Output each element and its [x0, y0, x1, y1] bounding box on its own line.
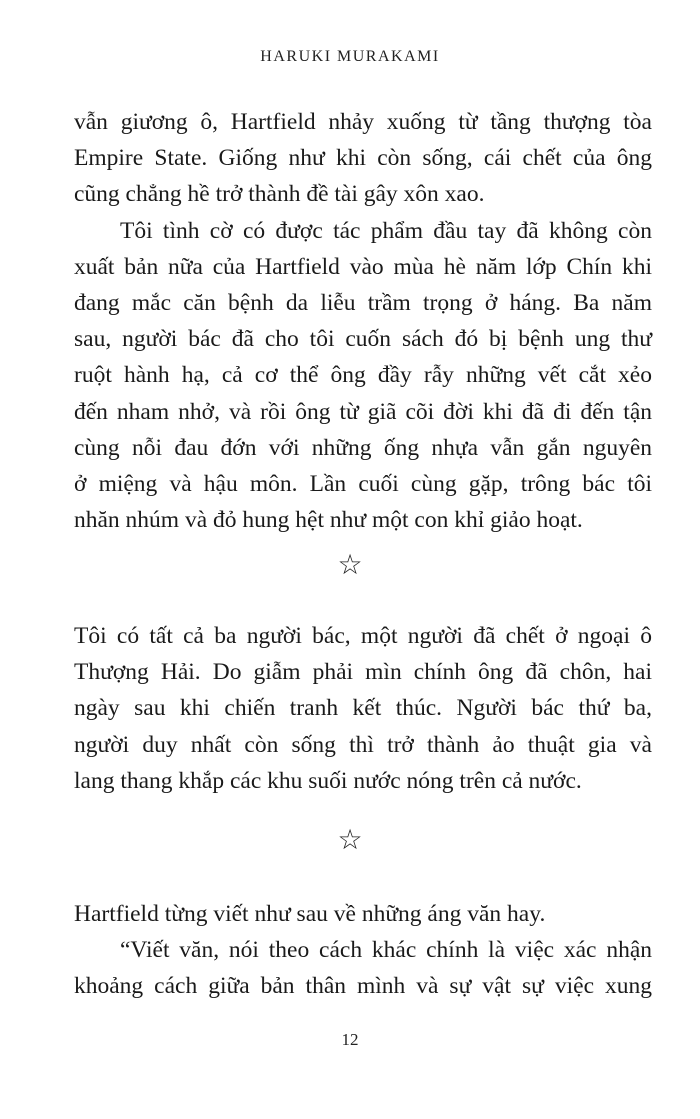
text-line: “Viết văn, nói theo cách khác chính là việc xác nhận: [120, 937, 652, 964]
text-line: Tôi có tất cả ba người bác, một người đã chết ở ngoại ô: [74, 623, 652, 649]
text-line: ngày sau khi chiến tranh kết thúc. Người bác thứ ba,: [74, 695, 652, 722]
text-line: cùng nỗi đau đớn với những ống nhựa vẫn gắn nguyên: [74, 434, 652, 461]
paragraph: [74, 618, 652, 799]
text-line: Tôi tình cờ có được tác phẩm đầu tay đã không còn: [120, 217, 652, 244]
star-divider-icon: ☆: [337, 825, 363, 856]
text-line: Hartfield từng viết như sau về những áng văn hay.: [74, 901, 546, 927]
text-section-1: [74, 104, 652, 538]
text-line: vẫn giương ô, Hartfield nhảy xuống từ tầng thượng tòa: [74, 109, 652, 135]
text-line: cũng chẳng hề trở thành đề tài gây xôn xao.: [74, 181, 485, 208]
star-divider-icon: ☆: [337, 550, 363, 581]
text-line: người duy nhất còn sống thì trở thành ảo thuật gia và: [74, 731, 652, 758]
text-line: nhăn nhúm và đỏ hung hệt như một con khỉ giảo hoạt.: [74, 507, 583, 534]
text-line: xuất bản nữa của Hartfield vào mùa hè năm lớp Chín khi: [74, 253, 652, 280]
text-line: ruột hành hạ, cả cơ thể ông đầy rẫy những vết cắt xẻo: [74, 362, 652, 389]
text-line: Thượng Hải. Do giẫm phải mìn chính ông đã chôn, hai: [74, 659, 652, 686]
text-line: khoảng cách giữa bản thân mình và sự vật sự việc xung: [74, 973, 652, 1000]
paragraph: [74, 896, 652, 932]
text-section-2: [74, 618, 652, 799]
text-line: đến nham nhở, và rồi ông từ giã cõi đời khi đã đi đến tận: [74, 398, 652, 425]
text-line: Empire State. Giống như khi còn sống, cái chết của ông: [74, 145, 652, 172]
paragraph: [74, 932, 652, 1004]
paragraph: [74, 213, 652, 539]
page-number: 12: [341, 1030, 359, 1049]
running-header: HARUKI MURAKAMI: [260, 48, 440, 65]
text-section-3: [74, 896, 652, 1005]
text-line: lang thang khắp các khu suối nước nóng trên cả nước.: [74, 767, 582, 794]
paragraph: [74, 104, 652, 213]
text-line: sau, người bác đã cho tôi cuốn sách đó bị bệnh ung thư: [74, 326, 652, 353]
text-line: đang mắc căn bệnh da liễu trầm trọng ở háng. Ba năm: [74, 290, 652, 317]
text-line: ở miệng và hậu môn. Lần cuối cùng gặp, trông bác tôi: [74, 471, 652, 498]
